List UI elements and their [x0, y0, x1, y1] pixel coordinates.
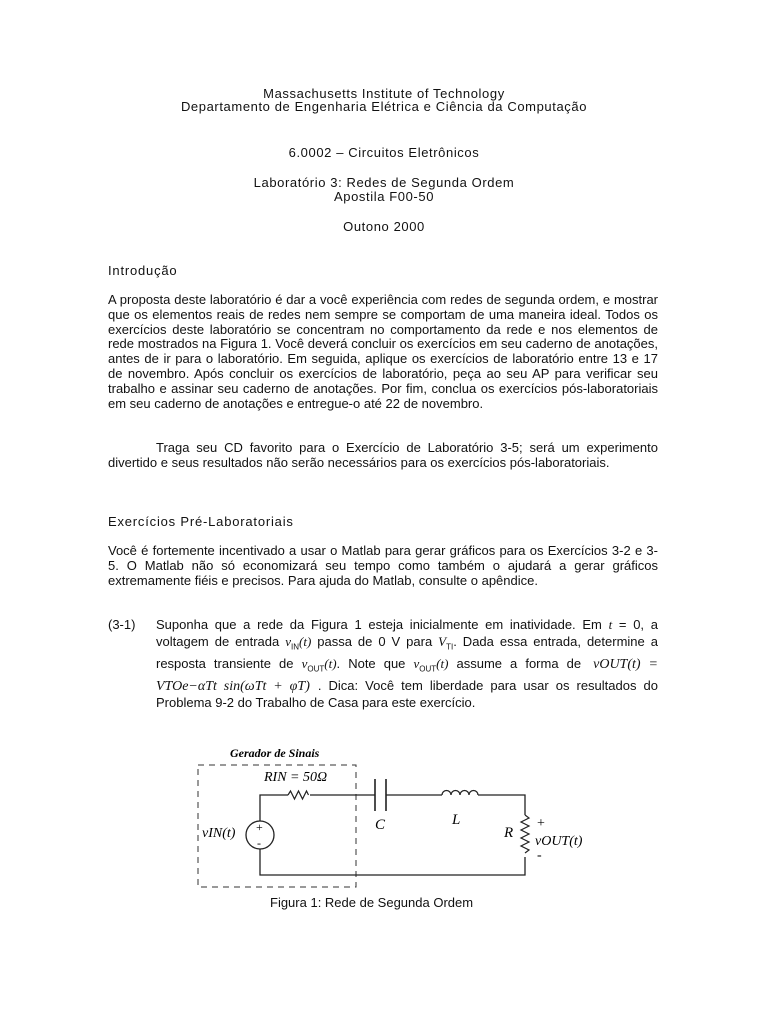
circuit-figure	[180, 735, 600, 895]
output-minus: -	[537, 848, 542, 863]
figure-caption: Figura 1: Rede de Segunda Ordem	[270, 895, 474, 910]
inductor-label: L	[452, 812, 461, 828]
source-label: vIN(t)	[202, 826, 236, 841]
institution-name: Massachusetts Institute of Technology	[263, 86, 505, 101]
rin-resistor	[288, 791, 309, 799]
circuit-wires	[260, 795, 525, 875]
intro-heading: Introdução	[108, 263, 178, 278]
output-voltage-label: vOUT(t)	[535, 834, 583, 849]
signal-generator-label: Gerador de Sinais	[230, 746, 320, 760]
exercise-number: (3-1)	[108, 617, 136, 632]
prelab-paragraph: Você é fortemente incentivado a usar o Matlab para gerar gráficos para os Exercícios 3-2 e 3-5. O Matlab não só economizará seu tempo como também o ajudará a gerar gráficos extremamente fiéis e precisos. Para ajuda do Matlab, consulte o apêndice.	[108, 543, 658, 588]
response-formula: vOUT(t) = VTOe−αTt sin(ωTt + φT)	[156, 656, 658, 694]
course-title: 6.0002 – Circuitos Eletrônicos	[288, 145, 480, 160]
source-plus: +	[256, 820, 263, 834]
prelab-heading: Exercícios Pré-Laboratoriais	[108, 514, 294, 529]
department-name: Departamento de Engenharia Elétrica e Ciência da Computação	[180, 99, 588, 114]
output-plus: +	[537, 816, 545, 831]
rin-label: RIN = 50Ω	[264, 770, 328, 785]
inductor	[442, 791, 478, 796]
load-resistor	[521, 815, 529, 853]
lab-title: Laboratório 3: Redes de Segunda Ordem	[253, 175, 515, 190]
intro-paragraph-2: Traga seu CD favorito para o Exercício de Laboratório 3-5; será um experimento divertido e seus resultados não serão necessários para os exercícios pós-laboratoriais.	[108, 440, 658, 470]
term-label: Outono 2000	[343, 219, 425, 234]
intro-paragraph: A proposta deste laboratório é dar a você experiência com redes de segunda ordem, e mostrar que os elementos reais de redes nem sempre se comportam de uma maneira ideal. Todos os exercícios deste laboratório se concentram no comportamento da rede e nos elementos de rede mostrados na Figura 1. Você deverá concluir os exercícios em seu caderno de anotações, antes de ir para o laboratório. Em seguida, aplique os exercícios de laboratório entre 13 e 17 de novembro. Após concluir os exercícios de laboratório, peça ao seu AP para verificar seu trabalho e assinar seu caderno de anotações. Por fim, conclua os exercícios pós-laboratoriais em seu caderno de anotações e entregue-o até 22 de novembro.	[108, 292, 658, 411]
capacitor-label: C	[375, 817, 386, 833]
handout-id: Apostila F00-50	[333, 189, 435, 204]
exercise-text: Suponha que a rede da Figura 1 esteja inicialmente em inatividade. Em t = 0, a voltagem de entrada $v_{IN}(t)$ passa de 0 V para $V_{TI}$. Dada essa entrada, determine a resposta transiente de $v_{OUT}(t)$. Note que $v_{OUT}(t)$ assume a forma de vOUT(t) = VTOe−αTt sin(ωTt + φT) . Dica: Você tem liberdade para usar os resultados do Problema 9-2 do Trabalho de Casa para este exercício.	[156, 617, 658, 711]
resistor-label: R	[504, 825, 514, 841]
source-minus: -	[257, 836, 261, 850]
